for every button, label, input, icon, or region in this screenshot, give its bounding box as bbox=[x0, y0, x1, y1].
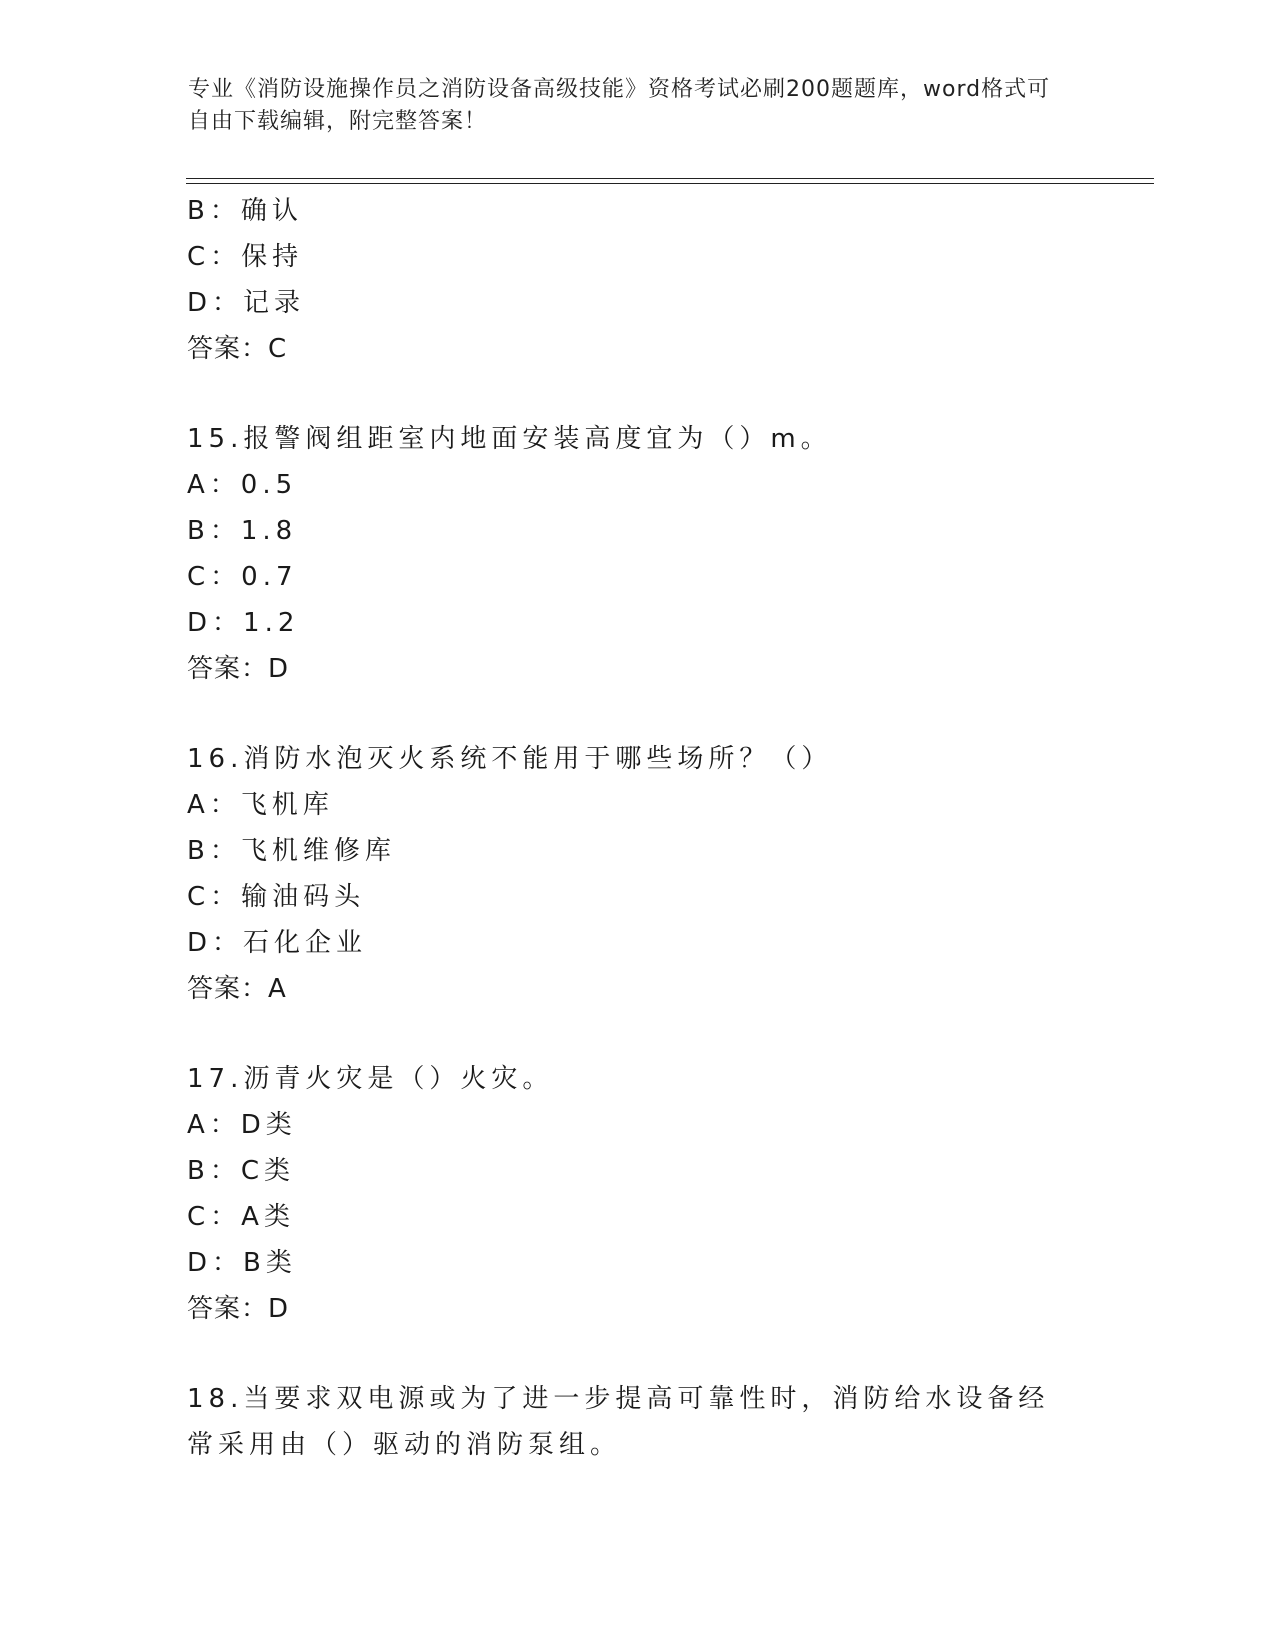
header-divider-top bbox=[186, 178, 1154, 179]
answer-line bbox=[187, 326, 1087, 372]
question-block-14 bbox=[187, 188, 1087, 372]
option-d: D：B类 bbox=[187, 1248, 297, 1278]
option-c: C：输油码头 bbox=[187, 882, 366, 912]
option-c: C：保持 bbox=[187, 242, 304, 272]
option-d: D：记录 bbox=[187, 288, 306, 318]
answer-label: 答案： bbox=[187, 974, 269, 1004]
question-text: 16.消防水泡灭火系统不能用于哪些场所？（） bbox=[187, 744, 833, 774]
answer-value: D bbox=[268, 654, 290, 684]
answer-label: 答案： bbox=[187, 654, 269, 684]
option-a: A：飞机库 bbox=[187, 790, 334, 820]
question-block-16 bbox=[187, 736, 1087, 1012]
answer-line bbox=[187, 966, 1087, 1012]
option-b: B：飞机维修库 bbox=[187, 836, 396, 866]
answer-line bbox=[187, 646, 1087, 692]
document-header: 专业《消防设施操作员之消防设备高级技能》资格考试必刷200题题库，word格式可自由下载编辑，附完整答案！ bbox=[188, 77, 1051, 134]
question-text: 17.沥青火灾是（）火灾。 bbox=[187, 1064, 554, 1094]
option-b: B：确认 bbox=[187, 196, 303, 226]
header-divider-bottom bbox=[186, 183, 1154, 184]
option-c: C：A类 bbox=[187, 1202, 295, 1232]
option-b: B：C类 bbox=[187, 1156, 295, 1186]
answer-value: C bbox=[268, 334, 288, 364]
option-d: D：石化企业 bbox=[187, 928, 368, 958]
answer-line bbox=[187, 1286, 1087, 1332]
question-list bbox=[187, 188, 1087, 1468]
question-block-17 bbox=[187, 1056, 1087, 1332]
answer-label: 答案： bbox=[187, 1294, 269, 1324]
option-a: A：D类 bbox=[187, 1110, 297, 1140]
option-b: B：1.8 bbox=[187, 516, 298, 546]
answer-value: A bbox=[268, 974, 287, 1004]
question-block-18 bbox=[187, 1376, 1087, 1468]
option-d: D：1.2 bbox=[187, 608, 300, 638]
question-block-15 bbox=[187, 416, 1087, 692]
question-text: 15.报警阀组距室内地面安装高度宜为（）m。 bbox=[187, 424, 832, 454]
answer-label: 答案： bbox=[187, 334, 269, 364]
option-a: A：0.5 bbox=[187, 470, 298, 500]
answer-value: D bbox=[268, 1294, 290, 1324]
question-text: 18.当要求双电源或为了进一步提高可靠性时，消防给水设备经常采用由（）驱动的消防泵组。 bbox=[187, 1384, 1050, 1460]
option-c: C：0.7 bbox=[187, 562, 298, 592]
